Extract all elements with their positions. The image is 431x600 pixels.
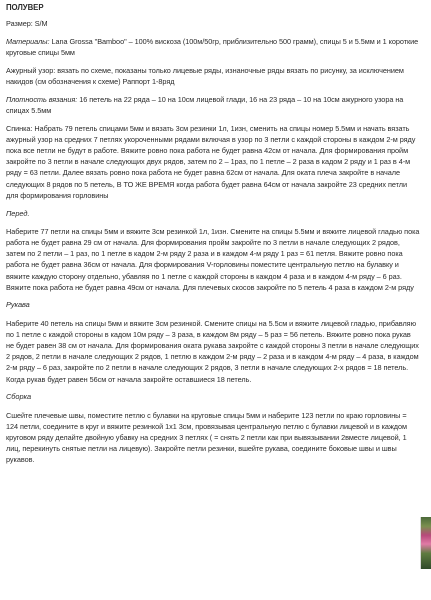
density-label: Плотность вязания: [6, 94, 78, 104]
materials-paragraph [6, 36, 420, 58]
assembly-heading: Сборка [6, 392, 32, 402]
photo-thumbnail [420, 517, 431, 569]
page-title: ПОЛУВЕР [6, 3, 44, 12]
size-line: Размер: S/M [6, 19, 48, 29]
front-heading: Перед. [6, 208, 30, 218]
materials-label: Материалы: [6, 36, 50, 46]
materials-text: Lana Grossa "Bamboo" – 100% вискоза (100м/50гр, приблизительно 500 грамм), спицы 5 и 5.5мм и 1 короткие круговые спицы 5мм [6, 36, 419, 58]
sleeve-paragraph: Наберите 40 петель на спицы 5мм и вяжите 3см резинкой. Смените спицы на 5.5см и вяжите лицевой гладью, прибавляю по 1 петле с каждой стороны в кадом 10м ряду – 3 раза, в каждом 8м ряду – 5 раз = 56 петель. Вяжите ровно пока рукав не будет равен 38 см от начала. Для формирования оката рукава закройте с каждой стороны 3 петли в начале следующих 2 рядов, 2 петли в начале следующих 2 рядов, 1 петлю в каждом 2-м ряду – 2 раза и в каждом 4-м ряду – 4 раза, в каждом 2-м ряду – 6 раз, закройте по 2 петли в начале следующих 2 рядов, 3 петли в начале следующих 2-х рядов = 18 петель. Когда рукав будет равен 56см от начала закройте оставшиеся 18 петель. [6, 318, 419, 384]
back-paragraph: Спинка: Набрать 79 петель спицами 5мм и вязать 3см резинки 1л, 1изн, сменить на спицы номер 5.5мм и начать вязать ажурный узор на средних 7 петлях укороченными рядами включая в узор по 3 петли с каждой стороны в каждом 2-м ряду пока все петли не будут в работе. Вяжите ровно пока работа не будет равна 42см от начала. Для формирования пройм закройте по 3 петли в начале следующих двух рядов, затем по 2 – 1раз, по 1 петле – 2 раза в кадом 2 ряду и 1 раз в 4-м ряду = 63 петли. Далее вязать ровно пока работа не будет равна 62см от начала. Для окатa плеча закройте в начале следующих 8 рядов по 5 петель, В ТО ЖЕ ВРЕМЯ когда работа будет равна 64см от начала закройте 23 средних петли для формирования горловины [6, 123, 416, 200]
lace-paragraph: Ажурный узор: вязать по схеме, показаны только лицевые ряды, изнаночные ряды вязать по рисунку, за исключением накидов (см обозначения к схеме) Раппорт 1-8ряд [6, 65, 404, 87]
assembly-paragraph: Сшейте плечевые швы, поместите петлю с булавки на круговые спицы 5мм и наберите 123 петли по краю горловины = 124 петли, соедините в круг и вяжите резинкой 1х1 3см, провязывая центральную петлю с булавки лицевой и в каждом круговом ряду делайте двойную убавку на средних 3 петлях ( = снять 2 петли как при вывязывании 2вместе лицевой, 1 лиц, перекинуть снятые петли на лицевую). Закройте петли резинки, вшейте рукава, соедините боковые швы и швы рукавов. [6, 410, 407, 465]
pattern-document [6, 2, 420, 472]
density-paragraph [6, 94, 420, 116]
density-text: 16 петель на 22 ряда – 10 на 10см лицевой глади, 16 на 23 ряда – 10 на 10см ажурного узора на спицах 5.5мм [6, 94, 404, 115]
front-paragraph: Наберите 77 петли на спицы 5мм и вяжите 3см резинкой 1л, 1изн. Смените на спицы 5.5мм и вяжите лицевой гладью пока работа не будет равна 29 см от начала. Для формирования пройм закройте по 3 петли в начале следующих 2 рядов, затем по 2 петли – 1 раз, по 1 петле в кадом 2-м ряду 2 раза и в каждом 4-м ряду 1 раз = 61 петля. Вяжите ровно пока работа не будет равна 36см от начала. Для формирования V-горловины поместите центральную петлю на булавку и вяжите каждую сторону отдельно, убавляя по 1 петле с каждой стороны в каждом 4 раза и в каждом 4-м ряду – 6 раз. Вяжите пока работа не будет равна 49см от начала. Для плечевых скосов закройте по 5 петель 4 раза в каждом 2-м ряду [6, 226, 420, 292]
sleeve-heading: Рукава [6, 300, 30, 310]
